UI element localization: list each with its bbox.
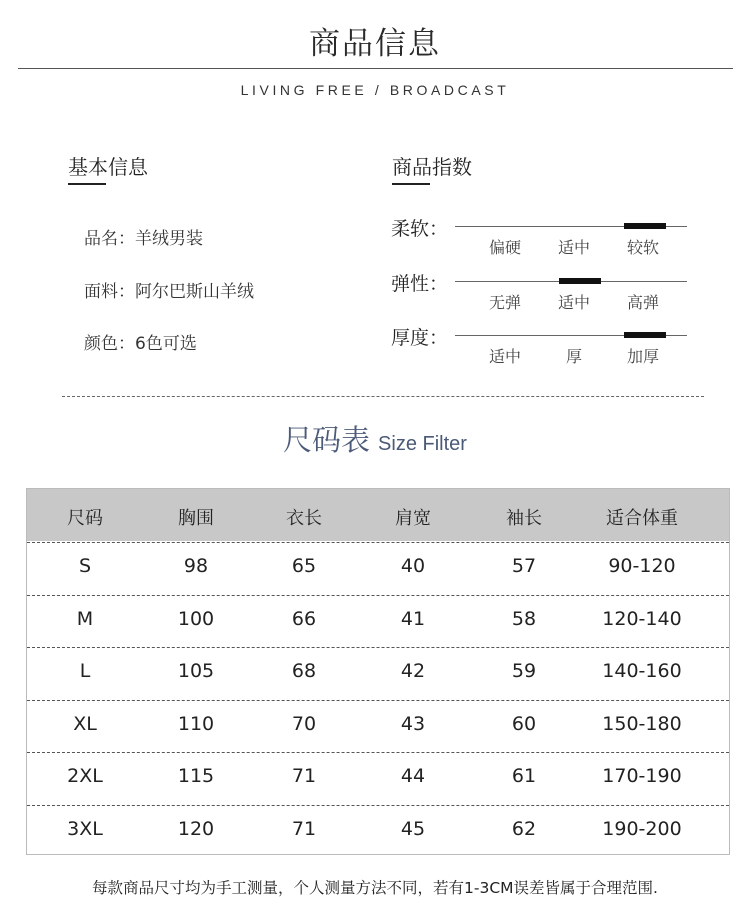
table-cell: 105 bbox=[177, 660, 215, 683]
row-divider bbox=[27, 700, 729, 701]
size-table bbox=[26, 488, 730, 855]
metric-tick-label: 无弹 bbox=[488, 293, 521, 312]
table-cell: 44 bbox=[400, 765, 426, 788]
info-color: 颜色：6色可选 bbox=[84, 334, 197, 354]
table-cell: 3XL bbox=[67, 818, 103, 840]
table-cell: 2XL bbox=[67, 765, 103, 788]
table-cell: 70 bbox=[291, 712, 317, 735]
column-header: 衣长 bbox=[286, 508, 322, 529]
table-cell: 58 bbox=[511, 607, 537, 630]
row-divider bbox=[27, 542, 729, 543]
table-cell: 150-180 bbox=[602, 712, 682, 735]
product-index-heading: 商品指数 bbox=[392, 155, 472, 179]
table-cell: 59 bbox=[511, 660, 537, 683]
table-cell: 40 bbox=[400, 555, 426, 577]
table-cell: 61 bbox=[511, 765, 537, 788]
row-divider bbox=[27, 805, 729, 806]
column-header: 肩宽 bbox=[395, 508, 431, 529]
column-header: 袖长 bbox=[506, 508, 542, 529]
table-cell: 41 bbox=[400, 607, 426, 630]
table-cell: 110 bbox=[177, 712, 215, 735]
metric-tick-label: 较软 bbox=[626, 238, 659, 257]
row-divider bbox=[27, 595, 729, 596]
metric-label: 厚度： bbox=[391, 327, 449, 349]
product-index-underline bbox=[392, 183, 430, 185]
table-cell: 190-200 bbox=[602, 818, 682, 840]
metric-tick-label: 适中 bbox=[557, 293, 590, 312]
table-cell: 43 bbox=[400, 712, 426, 735]
table-cell: 170-190 bbox=[602, 765, 682, 788]
metric-tick-label: 厚 bbox=[565, 347, 582, 366]
table-cell: 62 bbox=[511, 818, 537, 840]
metric-tick-label: 偏硬 bbox=[488, 238, 521, 257]
column-header: 适合体重 bbox=[606, 508, 678, 529]
table-cell: 90-120 bbox=[608, 555, 676, 577]
metric-level-marker bbox=[624, 332, 666, 338]
page-title: 商品信息 bbox=[309, 26, 441, 62]
size-chart-title-en: Size Filter bbox=[378, 433, 467, 455]
table-cell: 42 bbox=[400, 660, 426, 683]
section-divider bbox=[62, 396, 704, 397]
table-cell: XL bbox=[73, 712, 97, 735]
table-cell: 98 bbox=[183, 555, 209, 577]
table-cell: 120 bbox=[177, 818, 215, 840]
basic-info-heading: 基本信息 bbox=[68, 155, 148, 179]
table-cell: 57 bbox=[511, 555, 537, 577]
measurement-footnote: 每款商品尺寸均为手工测量，个人测量方法不同，若有1-3CM误差皆属于合理范围. bbox=[92, 879, 658, 897]
row-divider bbox=[27, 752, 729, 753]
info-product-name: 品名：羊绒男装 bbox=[84, 229, 203, 249]
metric-tick-label: 适中 bbox=[488, 347, 521, 366]
table-cell: 100 bbox=[177, 607, 215, 630]
table-cell: 120-140 bbox=[602, 607, 682, 630]
column-header: 胸围 bbox=[178, 508, 214, 529]
metric-label: 弹性： bbox=[391, 273, 449, 295]
table-cell: 115 bbox=[177, 765, 215, 788]
column-header: 尺码 bbox=[67, 508, 103, 529]
metric-level-marker bbox=[559, 278, 601, 284]
table-cell: 140-160 bbox=[602, 660, 682, 683]
table-cell: 66 bbox=[291, 607, 317, 630]
size-chart-title-cn: 尺码表 bbox=[283, 423, 371, 457]
table-cell: 68 bbox=[291, 660, 317, 683]
table-cell: S bbox=[78, 555, 92, 577]
table-cell: 45 bbox=[400, 818, 426, 840]
row-divider bbox=[27, 647, 729, 648]
metric-level-marker bbox=[624, 223, 666, 229]
table-cell: 65 bbox=[291, 555, 317, 577]
info-fabric: 面料：阿尔巴斯山羊绒 bbox=[84, 282, 254, 302]
table-header bbox=[27, 489, 729, 541]
metric-tick-label: 加厚 bbox=[626, 347, 659, 366]
page-subtitle: LIVING FREE / BROADCAST bbox=[240, 82, 510, 98]
table-cell: 71 bbox=[291, 818, 317, 840]
table-cell: 71 bbox=[291, 765, 317, 788]
metric-label: 柔软： bbox=[391, 218, 449, 240]
table-cell: 60 bbox=[511, 712, 537, 735]
metric-tick-label: 高弹 bbox=[626, 293, 659, 312]
size-chart-title bbox=[0, 418, 750, 459]
title-divider bbox=[18, 68, 733, 69]
basic-info-underline bbox=[68, 183, 106, 185]
metric-tick-label: 适中 bbox=[557, 238, 590, 257]
table-cell: M bbox=[76, 607, 94, 630]
table-cell: L bbox=[79, 660, 91, 683]
